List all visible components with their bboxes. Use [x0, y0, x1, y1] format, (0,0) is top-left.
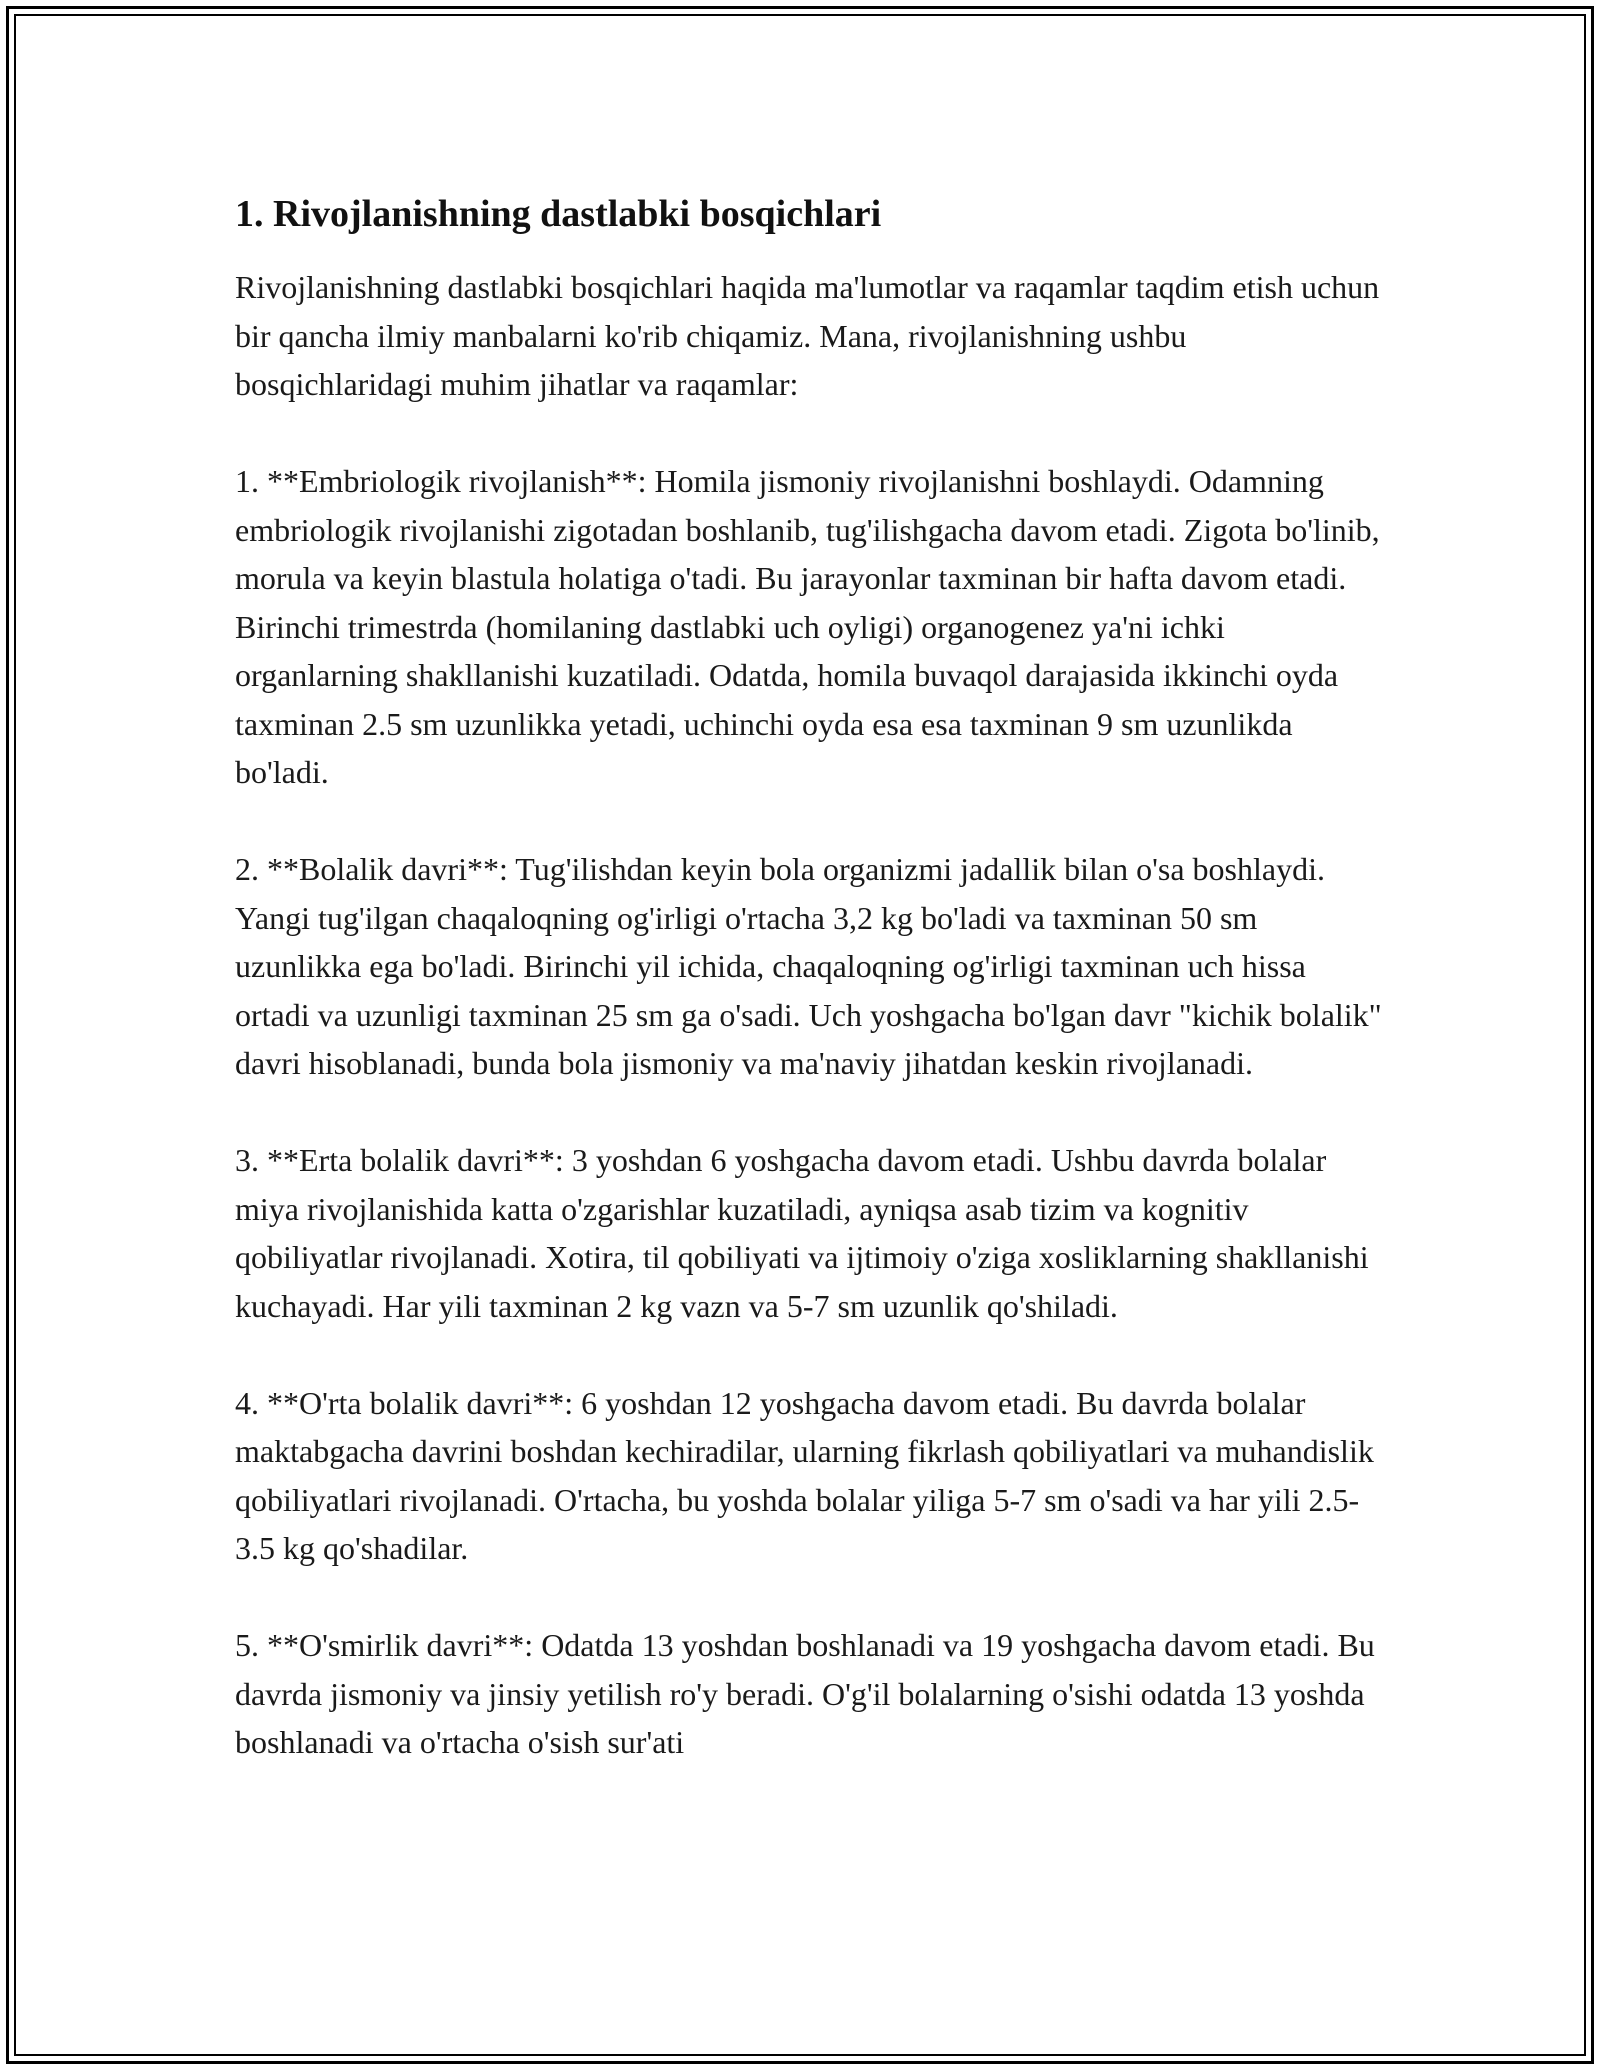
intro-paragraph: Rivojlanishning dastlabki bosqichlari haqida ma'lumotlar va raqamlar taqdim etish uchun bir qancha ilmiy manbalarni ko'rib chiqamiz. Mana, rivojlanishning ushbu bosqichlaridagi muhim jihatlar va raqamlar:	[235, 269, 1380, 402]
paragraph-embryological: 1. **Embriologik rivojlanish**: Homila jismoniy rivojlanishni boshlaydi. Odamning embriologik rivojlanishi zigotadan boshlanib, tug'ilishgacha davom etadi. Zigota bo'linib, morula va keyin blastula holatiga o'tadi. Bu jarayonlar taxminan bir hafta davom etadi. Birinchi trimestrda (homilaning dastlabki uch oyligi) organogenez ya'ni ichki organlarning shakllanishi kuzatiladi. Odatda, homila buvaqol darajasida ikkinchi oyda taxminan 2.5 sm uzunlikka yetadi, uchinchi oyda esa esa taxminan 9 sm uzunlikda bo'ladi.	[235, 463, 1380, 790]
paragraph-middle-childhood: 4. **O'rta bolalik davri**: 6 yoshdan 12 yoshgacha davom etadi. Bu davrda bolalar maktabgacha davrini boshdan kechiradilar, ularning fikrlash qobiliyatlari va muhandislik qobiliyatlari rivojlanadi. O'rtacha, bu yoshda bolalar yiliga 5-7 sm o'sadi va har yili 2.5-3.5 kg qo'shadilar.	[235, 1384, 1374, 1566]
paragraph-adolescence: 5. **O'smirlik davri**: Odatda 13 yoshdan boshlanadi va 19 yoshgacha davom etadi. Bu davrda jismoniy va jinsiy yetilish ro'y beradi. O'g'il bolalarning o'sishi odatda 13 yoshda boshlanadi va o'rtacha o'sish sur'ati	[235, 1627, 1375, 1760]
document-body	[235, 185, 1385, 1815]
section-heading: 1. Rivojlanishning dastlabki bosqichlari	[235, 193, 882, 235]
paragraph-early-childhood: 3. **Erta bolalik davri**: 3 yoshdan 6 yoshgacha davom etadi. Ushbu davrda bolalar miya rivojlanishida katta o'zgarishlar kuzatiladi, ayniqsa asab tizim va kognitiv qobiliyatlar rivojlanadi. Xotira, til qobiliyati va ijtimoiy o'ziga xosliklarning shakllanishi kuchayadi. Har yili taxminan 2 kg vazn va 5-7 sm uzunlik qo'shiladi.	[235, 1142, 1369, 1324]
paragraph-infancy: 2. **Bolalik davri**: Tug'ilishdan keyin bola organizmi jadallik bilan o'sa boshlaydi. Yangi tug'ilgan chaqaloqning og'irligi o'rtacha 3,2 kg bo'ladi va taxminan 50 sm uzunlikka ega bo'ladi. Birinchi yil ichida, chaqaloqning og'irligi taxminan uch hissa ortadi va uzunligi taxminan 25 sm ga o'sadi. Uch yoshgacha bo'lgan davr "kichik bolalik" davri hisoblanadi, bunda bola jismoniy va ma'naviy jihatdan keskin rivojlanadi.	[235, 851, 1382, 1081]
